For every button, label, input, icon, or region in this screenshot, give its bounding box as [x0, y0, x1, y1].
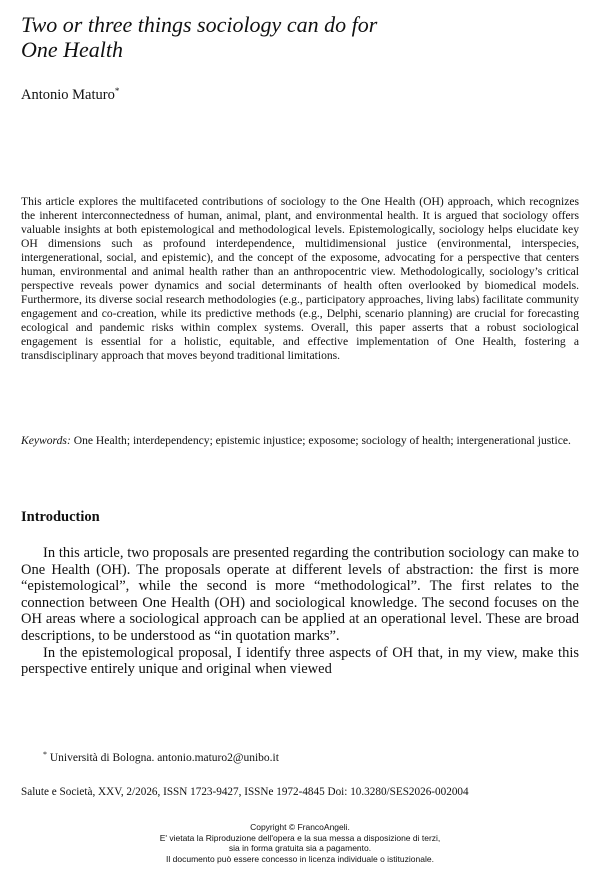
section-heading-introduction: Introduction: [21, 509, 100, 525]
copyright-line-2: E' vietata la Riproduzione dell'opera e la sua messa a disposizione di terzi,: [159, 832, 441, 843]
footnote: [43, 750, 279, 764]
keywords-label: Keywords:: [21, 434, 71, 447]
title-line-1: Two or three things sociology can do for: [21, 12, 378, 37]
paragraph-2: In the epistemological proposal, I identify three aspects of OH that, in my view, make this perspective entirely unique and original when viewed: [21, 644, 579, 678]
article-title: [21, 12, 581, 62]
copyright-line-4: Il documento può essere concesso in licenza individuale o istituzionale.: [166, 853, 434, 864]
paragraph-1: In this article, two proposals are presented regarding the contribution sociology can make to One Health (OH). The proposals operate at different levels of abstraction: the first is more “epistemological”, while the second is more “methodological”. The first relates to the connection between One Health (OH) and sociological knowledge. The second focuses on the OH areas where a sociological approach can be applied at an operational level. These are broad descriptions, to be understood as “in quotation marks”.: [21, 545, 579, 644]
journal-citation: Salute e Società, XXV, 2/2026, ISSN 1723-9427, ISSNe 1972-4845 Doi: 10.3280/SES2026-002004: [21, 786, 469, 798]
keywords: [21, 434, 579, 448]
copyright-notice: [0, 822, 600, 864]
author-name: Antonio Maturo: [21, 87, 115, 103]
abstract: This article explores the multifaceted contributions of sociology to the One Health (OH) approach, which recognizes the inherent interconnectedness of human, animal, plant, and environmental health. It is argued that sociology offers valuable insights at both epistemological and methodological levels. Epistemologically, sociology helps elucidate key OH dimensions such as profound interdependence, multidimensional justice (environmental, interspecies, intergenerational, social, and epistemic), and the concept of the exposome, advocating for a perspective that centers human, environmental and animal health rather than an anthropocentric view. Methodologically, sociology’s critical perspective reveals power dynamics and social determinants of health often overlooked by biomedical models. Furthermore, its diverse social research methodologies (e.g., participatory approaches, living labs) facilitate community engagement and co-creation, while its predictive methods (e.g., Delphi, scenario planning) are crucial for forecasting ecological and pandemic risks within complex systems. Overall, this paper asserts that a robust sociological engagement is essential for a holistic, equitable, and effective implementation of One Health, fostering a transdisciplinary approach that moves beyond traditional limitations.: [21, 195, 579, 362]
footnote-text: Università di Bologna. antonio.maturo2@unibo.it: [49, 752, 279, 764]
author-footnote-mark: *: [114, 86, 120, 96]
footnote-mark: *: [43, 750, 47, 759]
copyright-line-3: sia in forma gratuita sia a pagamento.: [228, 843, 372, 854]
title-line-2: One Health: [21, 37, 124, 62]
author-line: [21, 86, 119, 104]
copyright-line-1: Copyright © FrancoAngeli.: [250, 822, 350, 832]
keywords-list: One Health; interdependency; epistemic injustice; exposome; sociology of health; intergenerational justice.: [73, 434, 571, 447]
body-text: [21, 545, 579, 678]
